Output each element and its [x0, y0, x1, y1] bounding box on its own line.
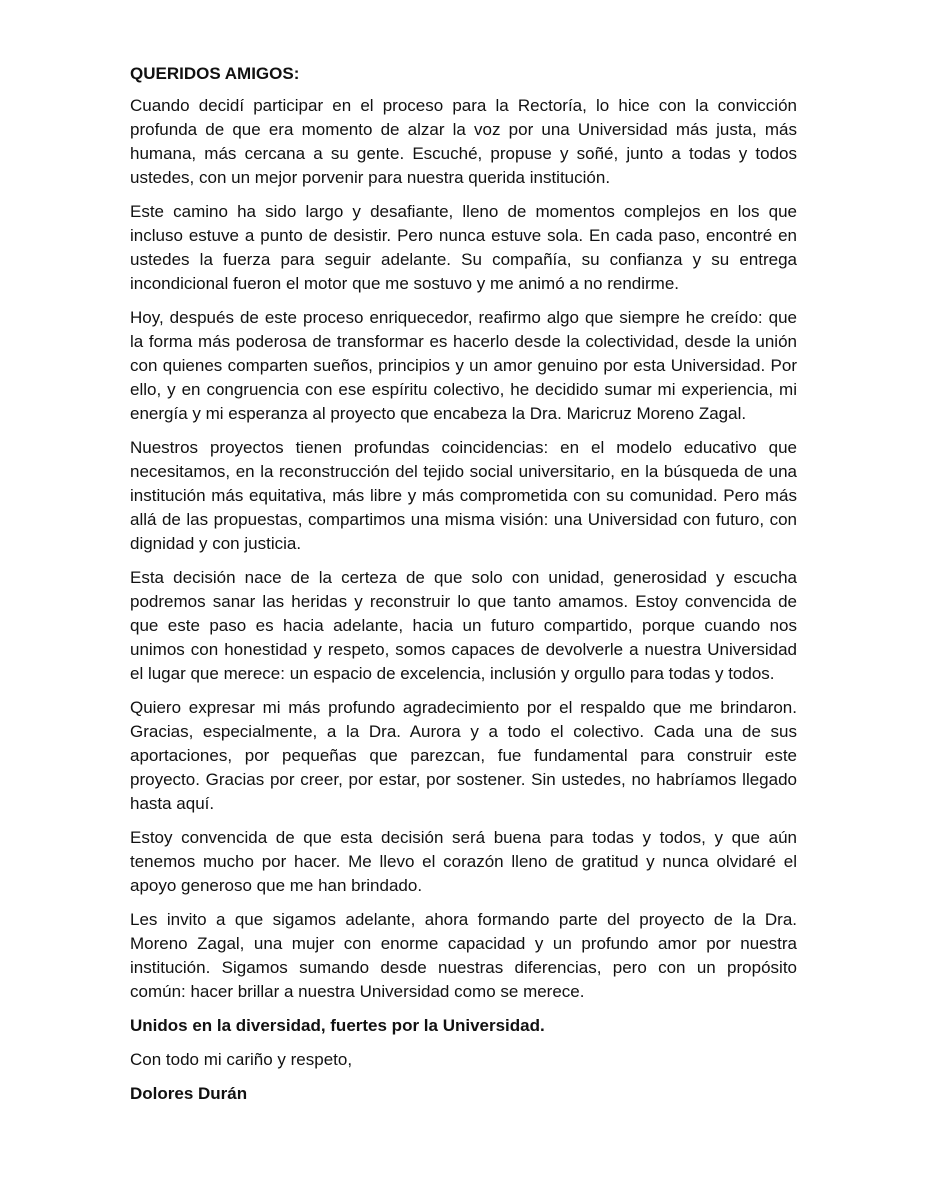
letter-greeting: QUERIDOS AMIGOS: [130, 64, 300, 83]
letter-motto: Unidos en la diversidad, fuertes por la Universidad. [130, 1016, 545, 1035]
letter-paragraph: Nuestros proyectos tienen profundas coincidencias: en el modelo educativo que necesitamos, en la reconstrucción del tejido social universitario, en la búsqueda de una institución más equitativa, más libre y más comprometida con su comunidad. Pero más allá de las propuestas, compartimos una misma visión: una Universidad con futuro, con dignidad y con justicia. [130, 438, 797, 553]
letter-signature: Dolores Durán [130, 1084, 248, 1103]
letter-closing: Con todo mi cariño y respeto, [130, 1050, 353, 1069]
letter-paragraph: Les invito a que sigamos adelante, ahora formando parte del proyecto de la Dra. Moreno Zagal, una mujer con enorme capacidad y un profundo amor por nuestra institución. Sigamos sumando desde nuestras diferencias, pero con un propósito común: hacer brillar a nuestra Universidad como se merece. [130, 910, 797, 1001]
letter-paragraph: Este camino ha sido largo y desafiante, lleno de momentos complejos en los que incluso estuve a punto de desistir. Pero nunca estuve sola. En cada paso, encontré en ustedes la fuerza para seguir adelante. Su compañía, su confianza y su entrega incondicional fueron el motor que me sostuvo y me animó a no rendirme. [130, 202, 797, 293]
letter-paragraph: Hoy, después de este proceso enriquecedor, reafirmo algo que siempre he creído: que la forma más poderosa de transformar es hacerlo desde la colectividad, desde la unión con quienes comparten sueños, principios y un amor genuino por esta Universidad. Por ello, y en congruencia con ese espíritu colectivo, he decidido sumar mi experiencia, mi energía y mi esperanza al proyecto que encabeza la Dra. Maricruz Moreno Zagal. [130, 308, 797, 423]
letter-paragraph: Quiero expresar mi más profundo agradecimiento por el respaldo que me brindaron. Gracias, especialmente, a la Dra. Aurora y a todo el colectivo. Cada una de sus aportaciones, por pequeñas que parezcan, fue fundamental para construir este proyecto. Gracias por creer, por estar, por sostener. Sin ustedes, no habríamos llegado hasta aquí. [130, 698, 797, 813]
letter-body [130, 62, 797, 1106]
letter-paragraph: Estoy convencida de que esta decisión será buena para todas y todos, y que aún tenemos mucho por hacer. Me llevo el corazón lleno de gratitud y nunca olvidaré el apoyo generoso que me han brindado. [130, 828, 797, 895]
letter-paragraph: Esta decisión nace de la certeza de que solo con unidad, generosidad y escucha podremos sanar las heridas y reconstruir lo que tanto amamos. Estoy convencida de que este paso es hacia adelante, hacia un futuro compartido, porque cuando nos unimos con honestidad y respeto, somos capaces de devolverle a nuestra Universidad el lugar que merece: un espacio de excelencia, inclusión y orgullo para todas y todos. [130, 568, 797, 683]
letter-paragraph: Cuando decidí participar en el proceso para la Rectoría, lo hice con la convicción profunda de que era momento de alzar la voz por una Universidad más justa, más humana, más cercana a su gente. Escuché, propuse y soñé, junto a todas y todos ustedes, con un mejor porvenir para nuestra querida institución. [130, 96, 797, 187]
